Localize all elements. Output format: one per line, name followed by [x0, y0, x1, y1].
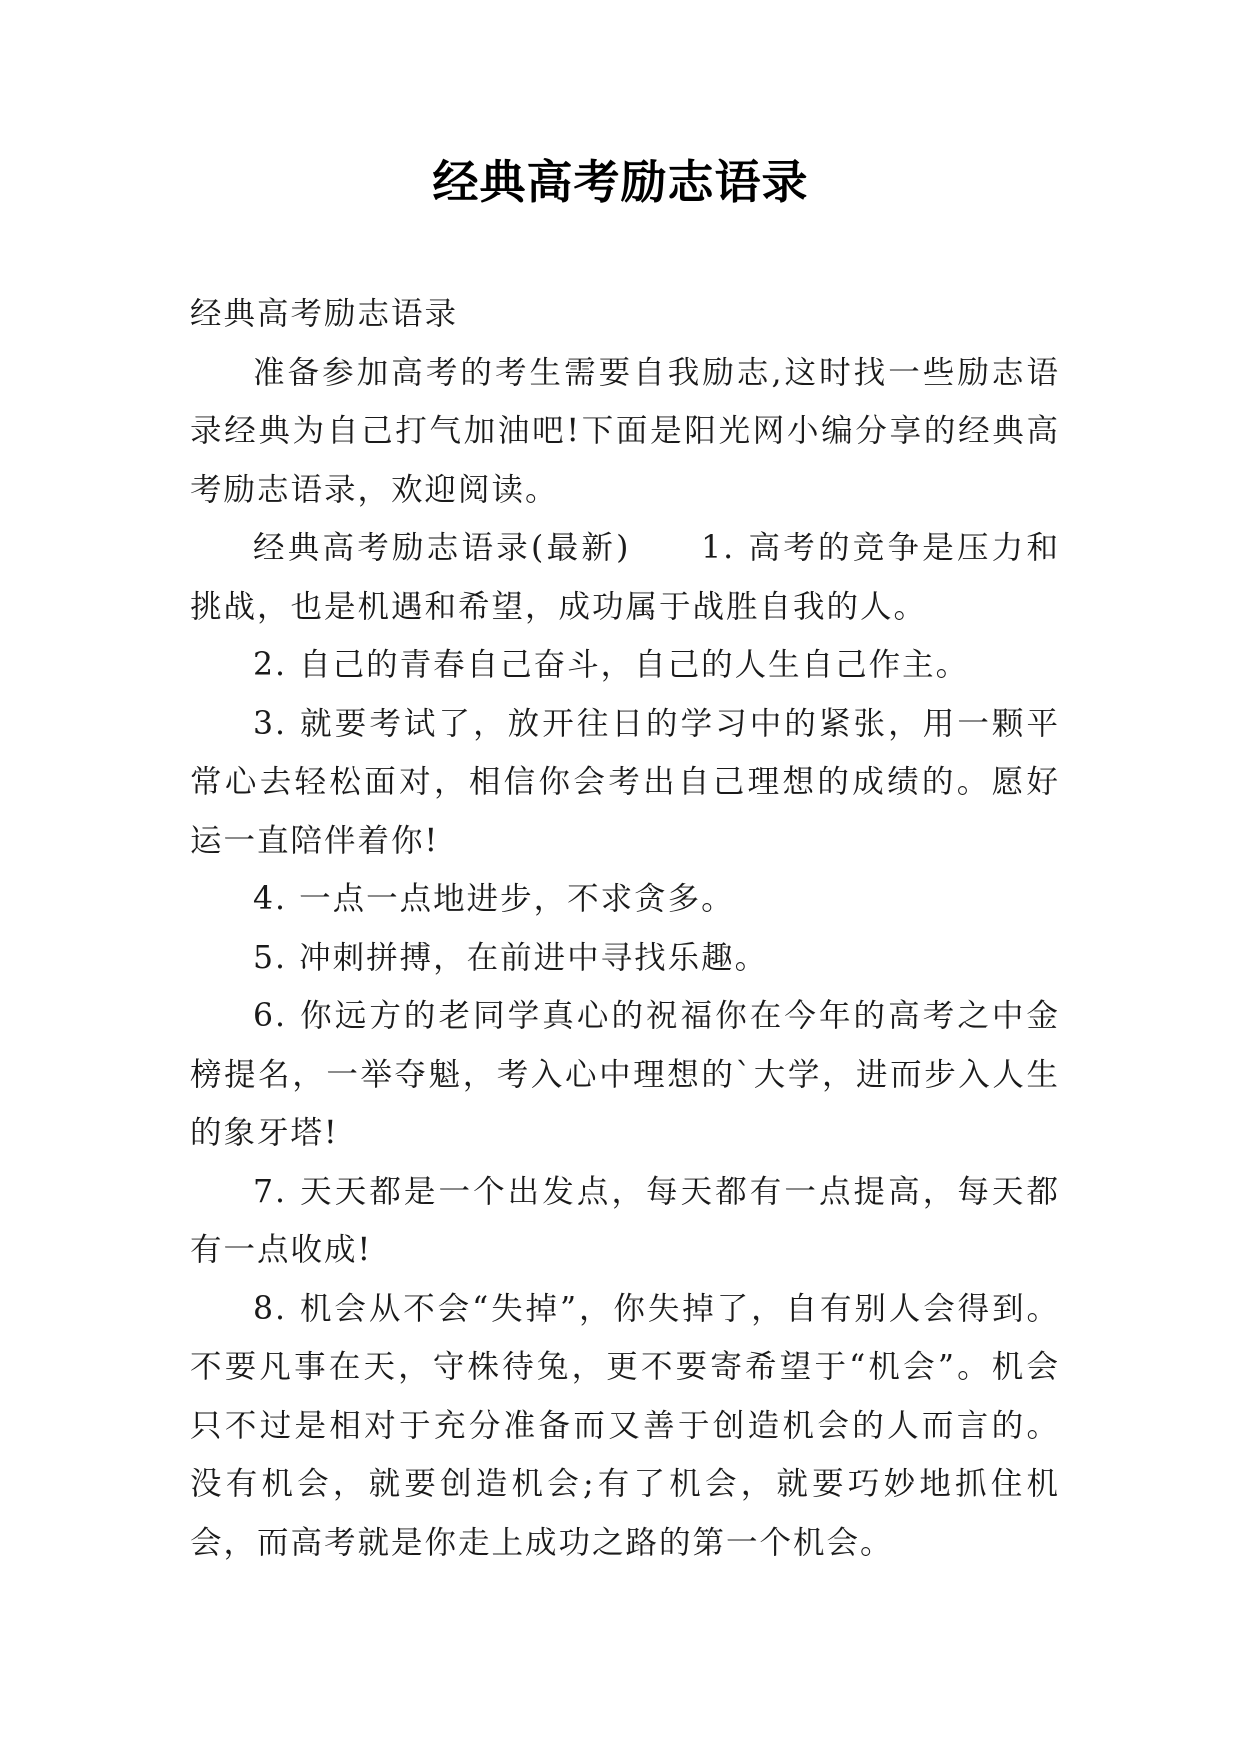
- paragraph-intro: 准备参加高考的考生需要自我励志,这时找一些励志语录经典为自己打气加油吧!下面是阳光网小编分享的经典高考励志语录，欢迎阅读。: [190, 354, 1060, 508]
- paragraph-quote-6: 6. 你远方的老同学真心的祝福你在今年的高考之中金榜提名，一举夺魁，考入心中理想的`大学，进而步入人生的象牙塔!: [190, 998, 1060, 1151]
- paragraph-subtitle: 经典高考励志语录: [190, 296, 459, 332]
- paragraph-quote-7: 7. 天天都是一个出发点，每天都有一点提高，每天都有一点收成!: [190, 1173, 1060, 1268]
- paragraph-quote-3: 3. 就要考试了，放开往日的学习中的紧张，用一颗平常心去轻松面对，相信你会考出自己理想的成绩的。愿好运一直陪伴着你!: [190, 705, 1060, 859]
- paragraph-quote-4: 4. 一点一点地进步，不求贪多。: [253, 881, 735, 917]
- document-title: 经典高考励志语录: [432, 155, 809, 209]
- paragraph-quote-5: 5. 冲刺拼搏，在前进中寻找乐趣。: [253, 939, 769, 976]
- paragraph-quote-8: 8. 机会从不会“失掉”，你失掉了，自有别人会得到。不要凡事在天，守株待兔，更不要寄希望于“机会”。机会只不过是相对于充分准备而又善于创造机会的人而言的。没有机会，就要创造机会;有了机会，就要巧妙地抓住机会，而高考就是你走上成功之路的第一个机会。: [190, 1290, 1060, 1561]
- document-body: [190, 285, 1060, 1572]
- paragraph-quote-1: 经典高考励志语录(最新) 1. 高考的竞争是压力和挑战，也是机遇和希望，成功属于战胜自我的人。: [190, 530, 1060, 625]
- paragraph-quote-2: 2. 自己的青春自己奋斗，自己的人生自己作主。: [253, 647, 970, 683]
